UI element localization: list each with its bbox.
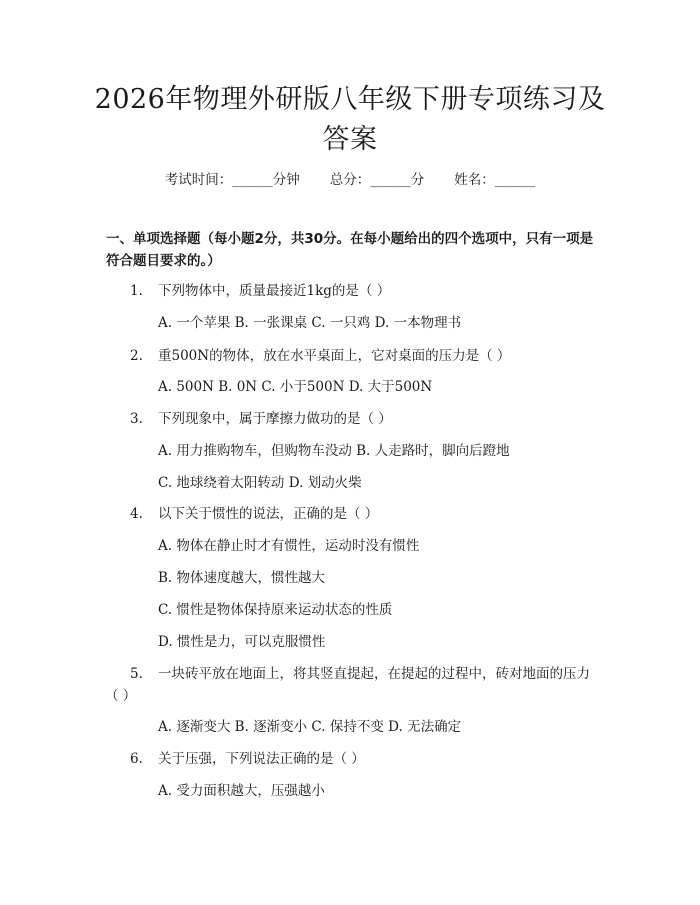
exam-meta	[0, 168, 700, 188]
question-stem: 重500N的物体，放在水平桌面上，它对桌面的压力是（ ）	[158, 348, 511, 364]
exam-time-field: 考试时间：______分钟	[164, 172, 300, 188]
question-number: 4.	[130, 506, 143, 522]
question-options: A. 500N B. 0N C. 小于500N D. 大于500N	[158, 379, 433, 395]
question-options: A. 逐渐变大 B. 逐渐变小 C. 保持不变 D. 无法确定	[158, 719, 462, 735]
total-score-field: 总分：______分	[329, 172, 425, 188]
question-stem: 一块砖平放在地面上，将其竖直提起，在提起的过程中，砖对地面的压力	[158, 666, 590, 682]
question-stem-continuation: （ ）	[105, 688, 137, 704]
question-option: D. 惯性是力，可以克服惯性	[158, 634, 326, 650]
section-heading: 一、单项选择题（每小题2分，共30分。在每小题给出的四个选项中，只有一项是符合题目要求的。）	[106, 231, 594, 269]
question-number: 1.	[130, 283, 143, 299]
question-number: 6.	[130, 751, 143, 767]
student-name-field: 姓名：______	[454, 172, 536, 188]
question-option: A. 受力面积越大，压强越小	[158, 783, 325, 799]
question-options: A. 一个苹果 B. 一张课桌 C. 一只鸡 D. 一本物理书	[158, 315, 462, 331]
question-stem: 以下关于惯性的说法，正确的是（ ）	[158, 506, 379, 522]
question-options: A. 用力推购物车，但购物车没动 B. 人走路时，脚向后蹬地	[158, 443, 510, 459]
question-number: 5.	[130, 666, 143, 682]
question-number: 3.	[130, 411, 143, 427]
question-stem: 下列物体中，质量最接近1kg的是（ ）	[158, 283, 391, 299]
question-stem: 下列现象中，属于摩擦力做功的是（ ）	[158, 411, 392, 427]
question-option: A. 物体在静止时才有惯性，运动时没有惯性	[158, 538, 420, 554]
question-option: C. 惯性是物体保持原来运动状态的性质	[158, 602, 393, 618]
question-stem: 关于压强，下列说法正确的是（ ）	[158, 751, 365, 767]
page-title: 2026年物理外研版八年级下册专项练习及答案	[94, 84, 606, 155]
question-number: 2.	[130, 348, 143, 364]
question-option: B. 物体速度越大，惯性越大	[158, 570, 326, 586]
question-options: C. 地球绕着太阳转动 D. 划动火柴	[158, 475, 362, 491]
